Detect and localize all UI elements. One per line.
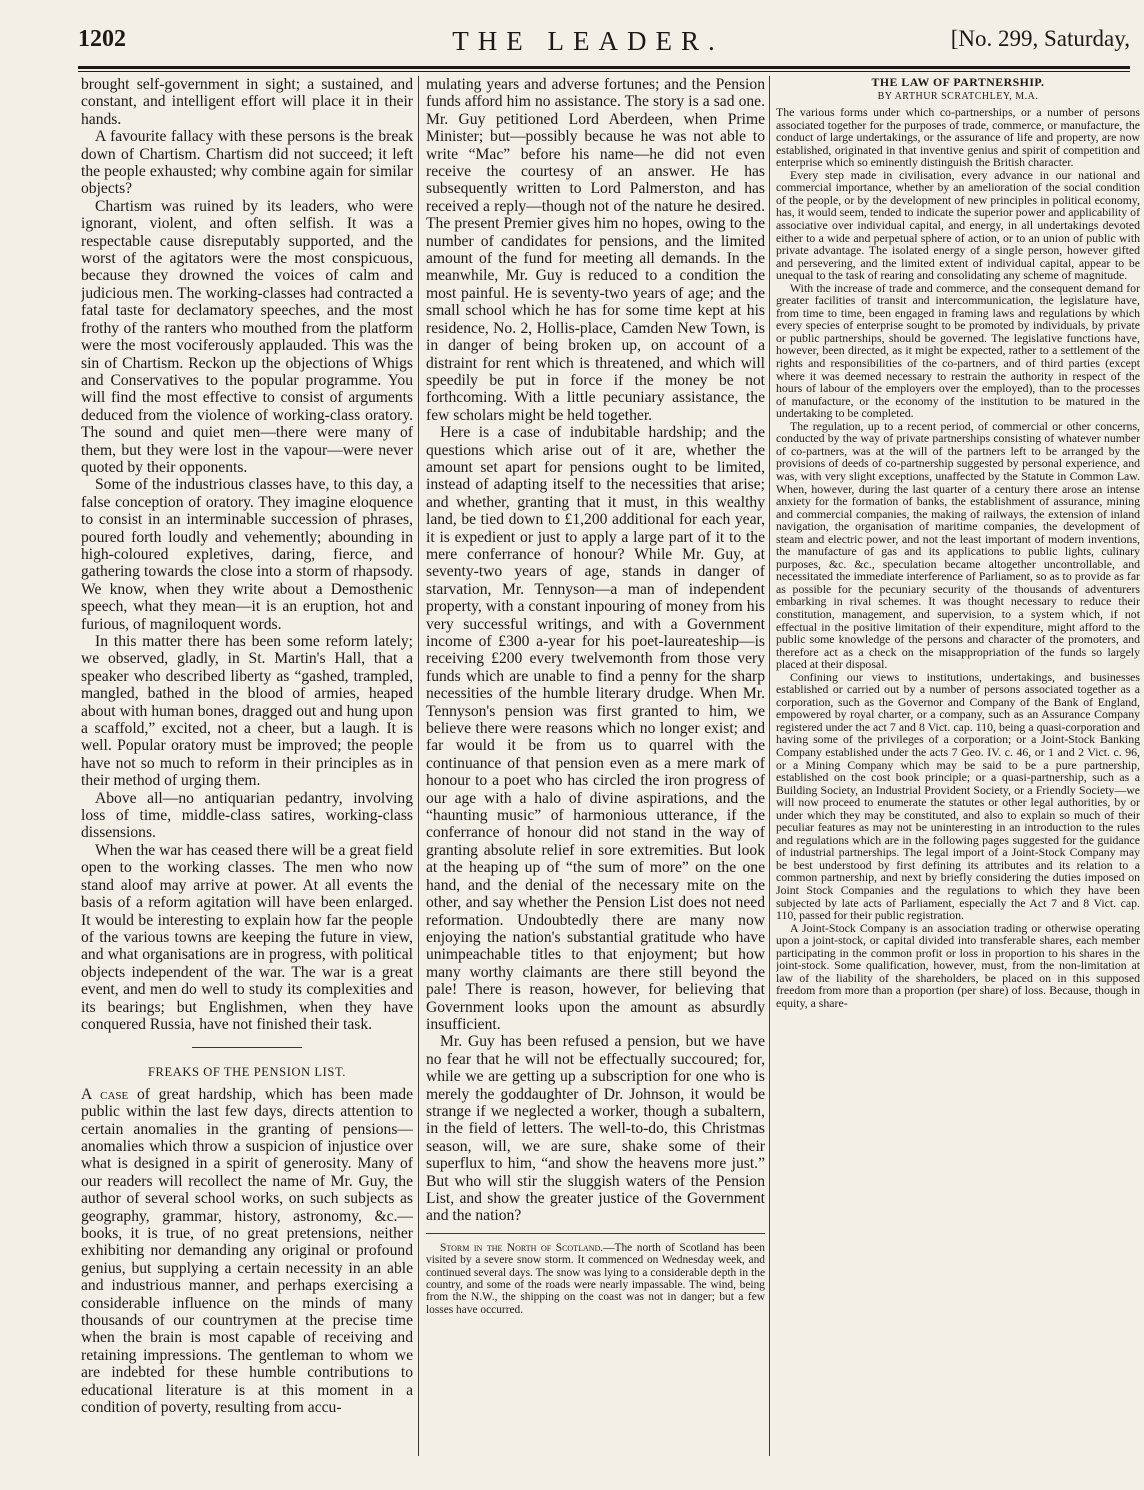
article-paragraph: mulating years and adverse fortunes; and the Pension funds afford him no assistance. The story is a sad one. Mr. Guy petitioned Lord Aberdeen, when Prime Minister; but—possibly because he was not able to write “Mac” before his name—he did not even receive the courtesy of an answer. He has subsequently written to Lord Palmerston, and has received a reply—though not of the nature he desired. The present Premier gives him no hopes, owing to the number of candidates for pensions, and the limited amount of the fund for meeting all demands. In the meanwhile, Mr. Guy is reduced to a condition the most painful. He is seventy-two years of age; and the small school which he has for some time kept at his residence, No. 2, Hollis-place, Camden New Town, is in danger of being broken up, on account of a distraint for rent which is threatened, and which will speedily be put in force if the money be not forthcoming. With a little pecuniary assistance, the few scholars might be held together. xyxy=(426,76,765,424)
news-item-lead: Storm in the North of Scotland. xyxy=(440,1241,604,1254)
article-paragraph: Here is a case of indubitable hardship; and the questions which arise out of it are, whether the amount set apart for pensions ought to be limited, instead of adapting itself to the necessities that arise; and whether, granting that it must, in this wealthy land, be tied down to £1,200 additional for each year, it is expedient or just to apply a large part of it to the mere conferrance of honour? While Mr. Guy, at seventy-two years of age, stands in danger of starvation, Mr. Tennyson—a man of independent property, with a constant inpouring of money from his very successful writings, and with a Government income of £300 a-year for his poet-laureateship—is receiving £200 every twelvemonth from those very funds which are unable to find a penny for the sharp necessities of the humble literary drudge. When Mr. Tennyson's pension was first granted to him, we believe there were reasons which no longer exist; and far would it be from us to quarrel with the continuance of that pension even as a mere mark of honour to a poet who has circled the iron progress of our age with a halo of divine aspirations, and the “haunting music” of harmonious utterance, if the conferrance of honour did not stand in the way of granting absolute relief in sore extremities. But look at the heaping up of “the sum of more” on the one hand, and the denial of the necessary mite on the other, and say whether the Pension List does not need reformation. Undoubtedly there are many now enjoying the nation's substantial gratitude who have unimpeachable titles to that enjoyment; but how many worthy claimants are there still beyond the pale! There is reason, however, for believing that Government looks upon the amount as absurdly insufficient. xyxy=(426,424,765,1033)
issue-info: [No. 299, Saturday, xyxy=(950,26,1130,51)
article-paragraph xyxy=(81,1086,413,1417)
article-paragraph: With the increase of trade and commerce, and the consequent demand for greater facilities of transit and intercommunication, the legislature have, from time to time, been engaged in framing laws and regulations by which every species of enterprise sought to be promoted by individuals, by private or public partnerships, should be governed. The legislative functions have, however, been directed, as it might be expected, rather to a settlement of the rights and responsibilities of the co-partners, and of third parties (except where it was deemed necessary to restrain the authority in respect of the hours of labour of the employers over the employed), than to the processes of manufacture, or the economy of the institution to be matured in the undertaking to be completed. xyxy=(776,280,1140,421)
masthead-rule xyxy=(78,66,1130,69)
article-paragraph: Confining our views to institutions, undertakings, and businesses established or carried out by a number of persons associated together as a corporation, such as the Governor and Company of the Bank of England, empowered by royal charter, or a company, such as an Assurance Company registered under the act 7 and 8 Vict. cap. 110, being a quasi-corporation and having some of the privileges of a corporation; or a Joint-Stock Banking Company established under the acts 7 Geo. IV. c. 46, or 1 and 2 Vict. c. 96, or a Mining Company which may be said to be a pure partnership, established on the cost book principle; or a quasi-partnership, such as a Building Society, an Industrial Provident Society, or a Friendly Society—we will now proceed to enumerate the statutes or other legal authorities, by or under which they may be constituted, and also to explain so much of their peculiar features as may not be uninteresting in an introduction to the rules and regulations which are in the following pages suggested for the guidance of industrial partnerships. The legal import of a Joint-Stock Company may be best understood by first defining its attributes and its relation to a common partnership, and next by briefly considering the duties imposed on Joint Stock Companies and the regulations to which they have been subjected by late acts of Parliament, especially the Act 7 and 8 Vict. cap. 110, passed for their public registration. xyxy=(776,669,1140,923)
article-paragraph: When the war has ceased there will be a great field open to the working classes. The men who now stand aloof may arrive at power. At all events the basis of a reform agitation will have been enlarged. It would be interesting to explain how far the people of the various towns are keeping the future in view, and what organisations are in progress, with political objects independent of the war. The war is a great event, and men do well to study its complexities and its bearings; but Englishmen, when they have conquered Russia, have not finished their task. xyxy=(81,841,413,1033)
column-3 xyxy=(776,76,1140,1461)
byline: BY ARTHUR SCRATCHLEY, M.A. xyxy=(877,90,1039,102)
article-paragraph: brought self-government in sight; a sustained, and constant, and intelligent effort will place it in their hands. xyxy=(81,76,413,128)
article-paragraph: Above all—no antiquarian pedantry, involving loss of time, middle-class satires, working-class dissensions. xyxy=(81,789,413,842)
newspaper-title: THE LEADER. xyxy=(452,26,724,56)
article-paragraph: A favourite fallacy with these persons is the break down of Chartism. Chartism did not succeed; it left the people exhausted; why combine again for similar objects? xyxy=(81,128,413,198)
article-paragraph: The various forms under which co-partnerships, or a number of persons associated together for the purposes of trade, commerce, or manufacture, the conduct of large undertakings, or the assurance of life and property, are now established, originated in that inventive genius and spirit of competition and enterprise which so eminently distinguish the British character. xyxy=(776,105,1140,170)
article-paragraph: In this matter there has been some reform lately; we observed, gladly, in St. Martin's Hall, that a speaker who described liberty as “gashed, trampled, mangled, bathed in the blood of armies, heaped about with human bones, dragged out and hung upon a scaffold,” excited, not a cheer, but a laugh. It is well. Popular oratory must be improved; the people have not so much to reform in their principles as in their method of urging them. xyxy=(81,633,413,790)
masthead xyxy=(78,24,1130,60)
masthead-rule-thin xyxy=(78,71,1130,72)
news-item-wrapper xyxy=(426,1233,765,1316)
column-1 xyxy=(81,76,413,1461)
lead-in: A case xyxy=(81,1085,129,1103)
article-paragraph: A Joint-Stock Company is an association trading or otherwise operating upon a joint-stock, or capital divided into transferable shares, each member participating in the common profit or loss in proportion to his shares in the joint-stock. Some qualification, however, must, from the non-limitation at law of the liability of the shareholders, be placed on in this supposed freedom from more than a proportion (per share) of loss. Because, though in equity, a share- xyxy=(776,920,1140,1010)
page-number: 1202 xyxy=(78,26,126,52)
article-paragraph: Chartism was ruined by its leaders, who were ignorant, violent, and often selfish. It was a respectable cause disreputably supported, and the worst of the agitators were the most conspicuous, because they drowned the voices of calm and judicious men. The working-classes had contracted a fatal taste for declamatory speeches, and the most frothy of the ranters who mouthed from the platform were the most vociferously applauded. This was the sin of Chartism. Reckon up the objections of Whigs and Conservatives to the popular programme. You will find the most effective to consist of arguments deduced from the violence of working-class oratory. The sound and quiet men—there were many of them, but they were lost in the vapour—were never quoted by their opponents. xyxy=(81,197,413,476)
news-item-text: —The north of Scotland has been visited by a severe snow storm. It commenced on Wednesday week, and continued several days. The snow was lying to a considerable depth in the country, and some of the roads were nearly impassable. The wind, being from the N.W., the shipping on the coast was not in danger; but a few losses have occurred. xyxy=(426,1241,765,1316)
section-heading-pension-list: FREAKS OF THE PENSION LIST. xyxy=(147,1065,347,1080)
column-divider xyxy=(418,76,419,1456)
article-paragraph: Mr. Guy has been refused a pension, but we have no fear that he will not be effectually succoured; for, while we are getting up a subscription for one who is merely the goddaughter of Dr. Johnson, it would be strange if we neglected a worker, though a subaltern, in the field of letters. The well-to-do, this Christmas season, will, we are sure, shake some of their superflux to him, “and show the heavens more just.” But who will stir the sluggish waters of the Pension List, and show the greater justice of the Government and the nation? xyxy=(426,1033,765,1225)
section-rule xyxy=(192,1047,302,1048)
article-paragraph: Every step made in civilisation, every advance in our national and commercial importance, whether by an amelioration of the social condition of the people, or by the development of new principles in political economy, has, it would seem, tended to indicate the superior power and applicability of associative over individual capital, and energy, in all undertakings devoted either to a wide and perpetual sphere of action, or to an union of public with private advantage. The isolated energy of a single person, however gifted and persevering, and the limited extent of individual capital, appear to be unequal to the task of rearing and consolidating any scheme of magnitude. xyxy=(776,167,1140,283)
column-2 xyxy=(426,76,765,1461)
article-paragraph: The regulation, up to a recent period, of commercial or other concerns, conducted by the way of private partnerships consisting of whatever number of co-partners, was at the will of the partners left to be arranged by the provisions of deeds of co-partnership suggested by personal experience, and was, with very slight exceptions, unaffected by the Statute in Common Law. When, however, during the last quarter of a century there arose an intense anxiety for the formation of banks, the establishment of assurance, mining and commercial companies, the making of railways, the extension of inland navigation, the organisation of maritime companies, the development of steam and electric power, and not the least important of modern inventions, the manufacture of gas and its applications to public lights, culinary purposes, &c. &c., speculation became altogether uncontrollable, and necessitated the immediate interference of Parliament, so as to provide as far as possible for the pecuniary security of the thousands of adventurers embarking in rival schemes. It was thought necessary to reduce their constitution, management, and supervision, to a system which, if not effectual in the positive limitation of their expenditure, might afford to the public some knowledge of the persons and character of the promoters, and therefore act as a check on the misappropriation of the funds so largely placed at their disposal. xyxy=(776,418,1140,672)
paragraph-text: of great hardship, which has been made public within the last few days, directs attention to certain anomalies in the granting of pensions—anomalies which throw a suspicion of injustice over what is designed in a spirit of generosity. Many of our readers will recollect the name of Mr. Guy, the author of several school works, on such subjects as geography, grammar, history, astronomy, &c.—books, it is true, of no great pretensions, neither exhibiting nor demanding any original or profound genius, but supplying a certain necessity in an able and industrious manner, and perhaps exercising a considerable influence on the minds of many thousands of our countrymen at the precise time when the brain is most capable of receiving and retaining impressions. The gentleman to whom we are indebted for these humble contributions to educational literature is at this moment in a condition of poverty, resulting from accu- xyxy=(81,1085,413,1417)
news-item-storm xyxy=(426,1233,765,1316)
section-heading-partnership: THE LAW OF PARTNERSHIP. xyxy=(871,76,1045,89)
article-paragraph: Some of the industrious classes have, to this day, a false conception of oratory. They imagine eloquence to consist in an interminable succession of phrases, poured forth loudly and vehemently; abounding in high-coloured expletives, daring, fierce, and gathering towards the close into a storm of rhapsody. We know, when they write about a Demosthenic speech, what they mean—it is an eruption, hot and furious, of magniloquent words. xyxy=(81,476,413,633)
column-divider xyxy=(769,76,770,1456)
